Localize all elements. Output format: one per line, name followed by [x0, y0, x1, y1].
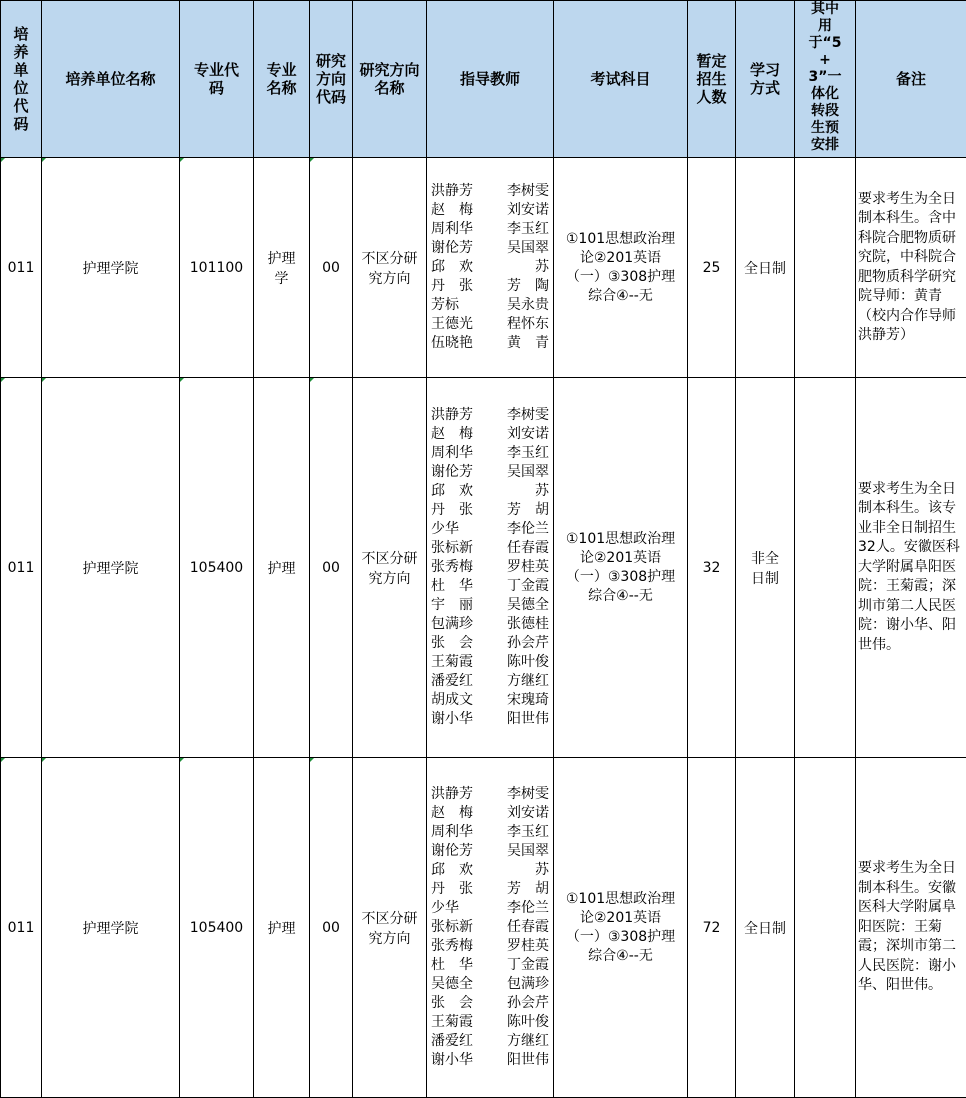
cell-dir-name: 不区分研究方向: [353, 158, 427, 378]
teacher-name: 孙会芹: [507, 634, 549, 653]
header-unit-name: 培养单位名称: [42, 1, 180, 158]
cell-unit-code: 011: [1, 158, 42, 378]
teacher-name: 张 会: [431, 634, 473, 653]
teacher-name: 少华: [431, 520, 459, 539]
header-teachers: 指导教师: [427, 1, 554, 158]
teacher-name: 丹 张: [431, 277, 473, 296]
header-row: [1, 1, 966, 158]
teacher-name: 李树雯: [507, 785, 549, 804]
teacher-name: 李树雯: [507, 182, 549, 201]
teacher-name: 张秀梅: [431, 558, 473, 577]
teacher-line: [431, 975, 549, 994]
teacher-line: [431, 463, 549, 482]
cell-mode: 全日制: [736, 758, 795, 1098]
teacher-name: 王德光: [431, 315, 473, 334]
teacher-name: 方继红: [507, 672, 549, 691]
teacher-name: 刘安诺: [507, 201, 549, 220]
teacher-name: 潘爱红: [431, 672, 473, 691]
teacher-line: [431, 785, 549, 804]
teacher-name: 邱 欢: [431, 482, 473, 501]
header-exam: 考试科目: [554, 1, 688, 158]
header-plan: 其中用于“5+3”一体化转段生预安排: [795, 1, 856, 158]
teacher-name: 周利华: [431, 823, 473, 842]
teacher-name: 刘安诺: [507, 425, 549, 444]
teacher-name: 张德桂: [507, 615, 549, 634]
header-quota: 暂定招生人数: [688, 1, 736, 158]
teacher-name: 李玉红: [507, 823, 549, 842]
teacher-line: [431, 258, 549, 277]
teacher-name: 张标新: [431, 918, 473, 937]
cell-unit-name: 护理学院: [42, 158, 180, 378]
cell-unit-name: 护理学院: [42, 758, 180, 1098]
teacher-name: 谢小华: [431, 710, 473, 729]
cell-dir-name: 不区分研究方向: [353, 758, 427, 1098]
teacher-line: [431, 277, 549, 296]
teacher-name: 宇 丽: [431, 596, 473, 615]
cell-major-name: 护理: [254, 378, 310, 758]
teacher-line: [431, 558, 549, 577]
cell-major-code: 101100: [180, 158, 254, 378]
teacher-name: 张 会: [431, 994, 473, 1013]
teacher-name: 罗桂英: [507, 558, 549, 577]
teacher-name: 赵 梅: [431, 804, 473, 823]
teacher-line: [431, 691, 549, 710]
teacher-name: 谢伦芳: [431, 842, 473, 861]
cell-major-name: 护理: [254, 758, 310, 1098]
cell-unit-code: 011: [1, 758, 42, 1098]
teacher-line: [431, 1032, 549, 1051]
cell-unit-code: 011: [1, 378, 42, 758]
header-dir-name: 研究方向名称: [353, 1, 427, 158]
teacher-line: [431, 520, 549, 539]
teacher-line: [431, 634, 549, 653]
teacher-name: 吴永贵: [507, 296, 549, 315]
teacher-line: [431, 501, 549, 520]
teacher-line: [431, 956, 549, 975]
teacher-name: 孙会芹: [507, 994, 549, 1013]
teacher-name: 杜 华: [431, 577, 473, 596]
teacher-name: 方继红: [507, 1032, 549, 1051]
teacher-line: [431, 994, 549, 1013]
teacher-name: 包满珍: [507, 975, 549, 994]
cell-note: 要求考生为全日制本科生。该专业非全日制招生32人。安徽医科大学附属阜阳医院：王菊霞；深圳市第二人民医院：谢小华、阳世伟。: [856, 378, 966, 758]
cell-dir-name: 不区分研究方向: [353, 378, 427, 758]
teacher-name: 张秀梅: [431, 937, 473, 956]
cell-note: 要求考生为全日制本科生。安徽医科大学附属阜阳医院：王菊霞；深圳市第二人民医院：谢小华、阳世伟。: [856, 758, 966, 1098]
teacher-name: 王菊霞: [431, 1013, 473, 1032]
teacher-name: 苏: [535, 861, 549, 880]
cell-teachers: [427, 378, 554, 758]
teacher-line: [431, 220, 549, 239]
teacher-name: 杜 华: [431, 956, 473, 975]
teacher-line: [431, 296, 549, 315]
teacher-name: 丁金霞: [507, 956, 549, 975]
teacher-line: [431, 239, 549, 258]
teacher-name: 谢伦芳: [431, 463, 473, 482]
teacher-line: [431, 425, 549, 444]
teacher-name: 刘安诺: [507, 804, 549, 823]
teacher-name: 洪静芳: [431, 182, 473, 201]
cell-major-code: 105400: [180, 758, 254, 1098]
teacher-line: [431, 615, 549, 634]
teacher-line: [431, 672, 549, 691]
teacher-name: 包满珍: [431, 615, 473, 634]
cell-note: 要求考生为全日制本科生。含中科院合肥物质研究院，中科院合肥物质科学研究院导师：黄青（校内合作导师洪静芳）: [856, 158, 966, 378]
teacher-line: [431, 596, 549, 615]
teacher-line: [431, 315, 549, 334]
header-major-code: 专业代码: [180, 1, 254, 158]
cell-quota: 32: [688, 378, 736, 758]
cell-major-code: 105400: [180, 378, 254, 758]
teacher-line: [431, 444, 549, 463]
teacher-name: 吴德全: [431, 975, 473, 994]
teacher-name: 芳 陶: [507, 277, 549, 296]
teacher-name: 罗桂英: [507, 937, 549, 956]
teacher-name: 阳世伟: [507, 710, 549, 729]
cell-exam: ①101思想政治理论②201英语（一）③308护理综合④--无: [554, 378, 688, 758]
teacher-name: 王菊霞: [431, 653, 473, 672]
teacher-name: 吴国翠: [507, 463, 549, 482]
teacher-name: 洪静芳: [431, 785, 473, 804]
teacher-name: 任春霞: [507, 539, 549, 558]
teacher-line: [431, 880, 549, 899]
teacher-name: 潘爱红: [431, 1032, 473, 1051]
teacher-name: 任春霞: [507, 918, 549, 937]
teacher-line: [431, 182, 549, 201]
teacher-name: 程怀东: [507, 315, 549, 334]
teacher-name: 丁金霞: [507, 577, 549, 596]
teacher-name: 洪静芳: [431, 406, 473, 425]
teacher-name: 吴国翠: [507, 842, 549, 861]
teacher-name: 周利华: [431, 444, 473, 463]
cell-unit-name: 护理学院: [42, 378, 180, 758]
teacher-name: 少华: [431, 899, 459, 918]
teacher-name: 李伦兰: [507, 899, 549, 918]
teacher-name: 黄 青: [507, 334, 549, 353]
teacher-name: 周利华: [431, 220, 473, 239]
cell-quota: 25: [688, 158, 736, 378]
teacher-name: 芳标: [431, 296, 459, 315]
teacher-line: [431, 406, 549, 425]
cell-exam: ①101思想政治理论②201英语（一）③308护理综合④--无: [554, 158, 688, 378]
teacher-name: 丹 张: [431, 501, 473, 520]
cell-major-name: 护理学: [254, 158, 310, 378]
teacher-name: 陈叶俊: [507, 653, 549, 672]
teacher-name: 芳 胡: [507, 880, 549, 899]
teacher-name: 赵 梅: [431, 201, 473, 220]
teacher-line: [431, 577, 549, 596]
teacher-line: [431, 539, 549, 558]
teacher-name: 谢小华: [431, 1051, 473, 1070]
cell-dir-code: 00: [310, 758, 353, 1098]
header-unit-code: 培养单位代码: [1, 1, 42, 158]
cell-teachers: [427, 758, 554, 1098]
cell-quota: 72: [688, 758, 736, 1098]
teacher-line: [431, 1013, 549, 1032]
teacher-name: 张标新: [431, 539, 473, 558]
teacher-name: 丹 张: [431, 880, 473, 899]
cell-dir-code: 00: [310, 378, 353, 758]
teacher-name: 苏: [535, 258, 549, 277]
teacher-line: [431, 918, 549, 937]
teacher-line: [431, 1051, 549, 1070]
cell-dir-code: 00: [310, 158, 353, 378]
teacher-name: 苏: [535, 482, 549, 501]
cell-plan: [795, 378, 856, 758]
teacher-name: 李玉红: [507, 444, 549, 463]
table-row: [1, 378, 966, 758]
cell-teachers: [427, 158, 554, 378]
teacher-name: 李树雯: [507, 406, 549, 425]
teacher-name: 吴国翠: [507, 239, 549, 258]
teacher-line: [431, 861, 549, 880]
cell-plan: [795, 758, 856, 1098]
teacher-line: [431, 482, 549, 501]
teacher-line: [431, 823, 549, 842]
teacher-line: [431, 842, 549, 861]
teacher-name: 吴德全: [507, 596, 549, 615]
teacher-name: 陈叶俊: [507, 1013, 549, 1032]
teacher-line: [431, 201, 549, 220]
teacher-name: 李伦兰: [507, 520, 549, 539]
teacher-name: 邱 欢: [431, 861, 473, 880]
cell-exam: ①101思想政治理论②201英语（一）③308护理综合④--无: [554, 758, 688, 1098]
table-row: [1, 158, 966, 378]
teacher-line: [431, 804, 549, 823]
header-dir-code: 研究方向代码: [310, 1, 353, 158]
table-row: [1, 758, 966, 1098]
cell-mode: 非全日制: [736, 378, 795, 758]
header-note: 备注: [856, 1, 966, 158]
teacher-name: 宋瑰琦: [507, 691, 549, 710]
teacher-name: 胡成文: [431, 691, 473, 710]
teacher-name: 邱 欢: [431, 258, 473, 277]
teacher-name: 谢伦芳: [431, 239, 473, 258]
header-mode: 学习方式: [736, 1, 795, 158]
teacher-line: [431, 937, 549, 956]
teacher-name: 李玉红: [507, 220, 549, 239]
teacher-line: [431, 710, 549, 729]
teacher-line: [431, 334, 549, 353]
teacher-name: 芳 胡: [507, 501, 549, 520]
teacher-name: 阳世伟: [507, 1051, 549, 1070]
cell-plan: [795, 158, 856, 378]
cell-mode: 全日制: [736, 158, 795, 378]
teacher-line: [431, 899, 549, 918]
teacher-name: 赵 梅: [431, 425, 473, 444]
header-major-name: 专业名称: [254, 1, 310, 158]
teacher-name: 伍晓艳: [431, 334, 473, 353]
teacher-line: [431, 653, 549, 672]
